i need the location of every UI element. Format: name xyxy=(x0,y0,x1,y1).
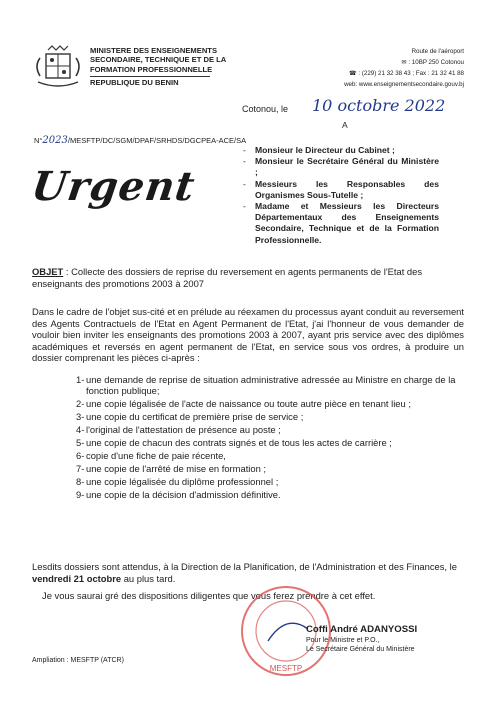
reference-number xyxy=(34,135,246,146)
recipient-item: - Messieurs les Responsables des Organismes Sous-Tutelle ; xyxy=(243,178,439,200)
address-line: ☎ : (229) 21 32 38 43 ; Fax : 21 32 41 88 xyxy=(348,70,464,77)
courtesy-line: Je vous saurai gré des dispositions diligentes que vous ferez prendre à cet effet. xyxy=(42,590,376,601)
ministry-header xyxy=(90,46,270,88)
list-item: 9- une copie de la décision d'admission définitive. xyxy=(76,489,281,501)
urgent-stamp: Urgent xyxy=(28,163,199,210)
ref-prefix: N° xyxy=(34,136,43,145)
coat-of-arms-logo xyxy=(32,44,84,94)
deadline-date: vendredi 21 octobre xyxy=(32,572,122,584)
list-item: 3- une copie du certificat de première prise de service ; xyxy=(76,411,304,423)
republic-label: REPUBLIQUE DU BENIN xyxy=(90,76,210,87)
list-item: 5- une copie de chacun des contrats signés et de tous les actes de carrière ; xyxy=(76,437,392,449)
date-city: Cotonou, le xyxy=(242,104,289,114)
ministry-line: MINISTERE DES ENSEIGNEMENTS xyxy=(90,46,218,55)
website-link[interactable]: web: www.enseignementsecondaire.gouv.bj xyxy=(344,81,464,88)
address-line: Route de l'aéroport xyxy=(411,48,464,55)
handwritten-date: 10 octobre 2022 xyxy=(312,96,446,115)
signatory-title: Pour le Ministre et P.O., Le Secrétaire Général du Ministère xyxy=(306,637,415,653)
list-item: 7- une copie de l'arrêté de mise en formation ; xyxy=(76,463,267,475)
signatory-name: Coffi André ADANYOSSI xyxy=(306,624,418,635)
ref-code: /MESFTP/DC/SGM/DPAF/SRHDS/DGCPEA-ACE/SA xyxy=(67,136,247,145)
ref-number: 2023 xyxy=(42,135,68,146)
recipient-item: - Monsieur le Secrétaire Général du Ministère ; xyxy=(243,156,439,178)
recipient-item: - Monsieur le Directeur du Cabinet ; xyxy=(243,145,395,155)
closing-paragraph: Lesdits dossiers sont attendus, à la Direction de la Planification, de l'Administration et des Finances, le vendredi 21 octobre au plus tard. xyxy=(32,561,457,584)
stamp-text: MESFTP xyxy=(269,664,303,673)
list-item: 1- une demande de reprise de situation administrative adressée au Ministre en charge de la fonction publique; xyxy=(76,374,456,397)
ministry-line: SECONDAIRE, TECHNIQUE ET DE LA xyxy=(90,55,227,65)
list-item: 4- l'original de l'attestation de présence au poste ; xyxy=(76,424,281,436)
list-item: 6- copie d'une fiche de paie récente, xyxy=(76,450,226,462)
list-item: 8- une copie légalisée du diplôme professionnel ; xyxy=(76,476,279,488)
address-line: ✉ : 10BP 250 Cotonou xyxy=(401,59,464,66)
ampliation-line: Ampliation : MESFTP (ATCR) xyxy=(32,657,124,664)
list-item: 2- une copie légalisée de l'acte de naissance ou toute autre pièce en tenant lieu ; xyxy=(76,398,411,410)
objet-text: : Collecte des dossiers de reprise du reversement en agents permanents de l'Etat des enseignants des promotions 2003 à 2007 xyxy=(32,266,423,289)
pieces-list xyxy=(76,374,466,502)
recipient-item: - Madame et Messieurs les Directeurs Départementaux des Enseignements Secondaire, Technique et de la Formation Professionnelle. xyxy=(243,201,439,245)
main-paragraph: Dans le cadre de l'objet sus-cité et en prélude au réexamen du processus ayant conduit au reversement des Agents Contractuels de l'Etat en Agent Permanent de l'Etat, j'ai l'honneur de vous demander de vouloir bien inviter les enseignants des promotions 2003 à 2007, ayant pris service avec des diplômes académiques et reversés en agent permanent de l'Etat, en service sous vos ordres, à produire un dossier comprenant les pièces ci-après : xyxy=(32,306,464,364)
recipients-list xyxy=(243,145,439,246)
address-block xyxy=(344,46,464,90)
objet-label: OBJET xyxy=(32,266,64,277)
ministry-line: FORMATION PROFESSIONNELLE xyxy=(90,64,213,74)
addressee-a: A xyxy=(342,120,348,130)
objet-line xyxy=(32,266,464,289)
